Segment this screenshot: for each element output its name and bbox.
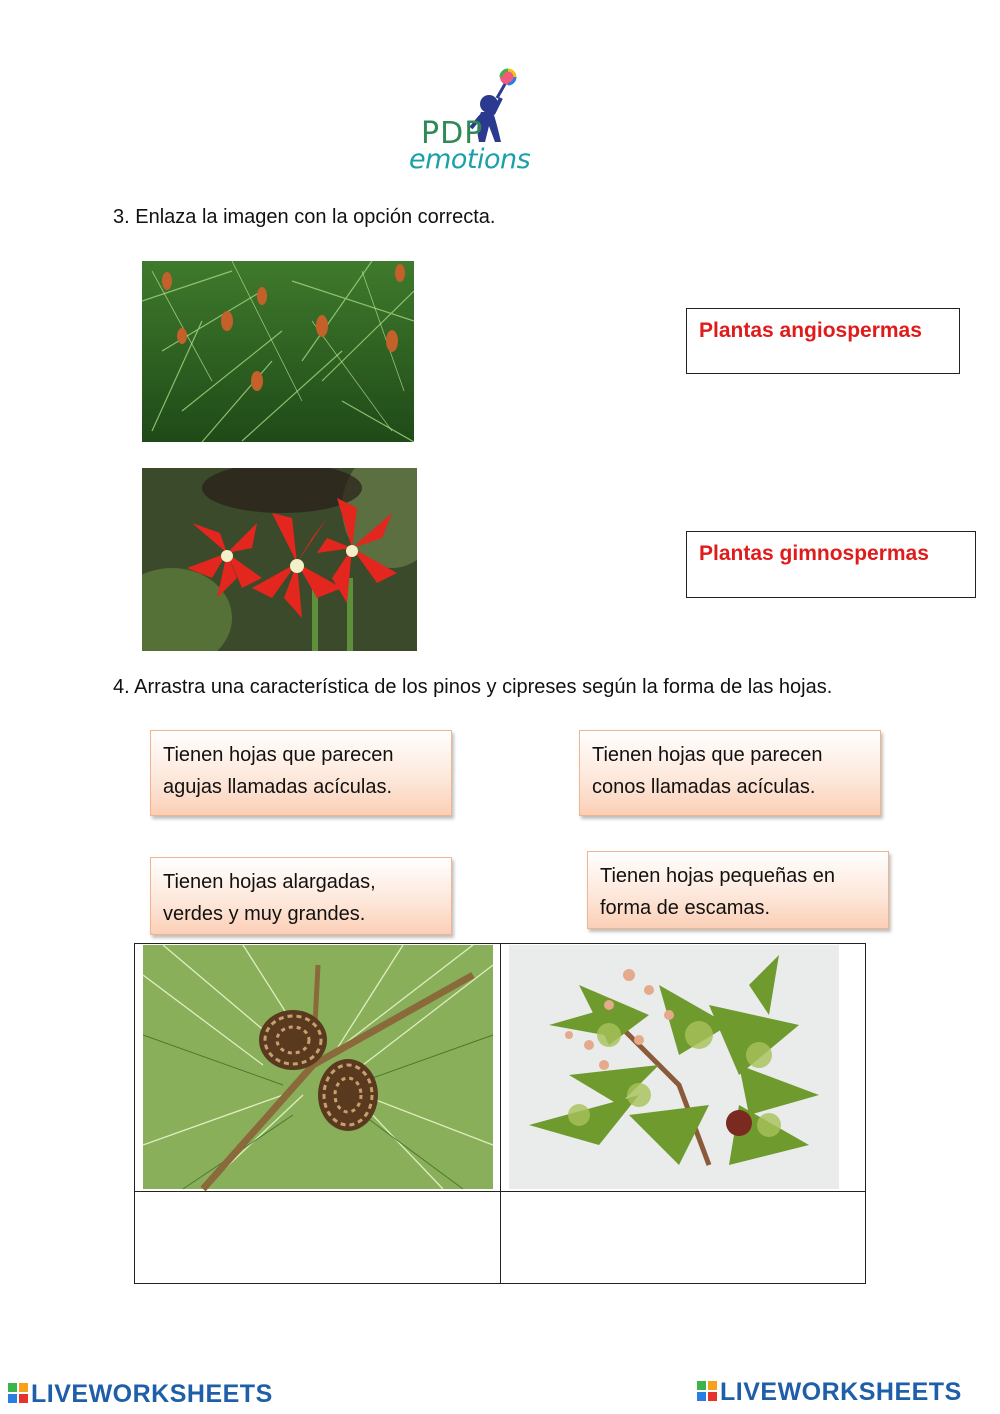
red-amaryllis-photo[interactable] <box>142 468 417 651</box>
match-table <box>134 943 866 1284</box>
pdp-emotions-logo <box>405 64 545 179</box>
drop-zone-pine[interactable] <box>135 1192 501 1284</box>
card-line: Tienen hojas que parecen <box>592 744 823 766</box>
pine-branch-photo[interactable] <box>142 261 414 442</box>
draggable-card-conos[interactable] <box>579 730 881 816</box>
cypress-branch-photo <box>509 945 839 1191</box>
drop-zone-cypress[interactable] <box>500 1192 866 1284</box>
footer-brand-text: LIVEWORKSHEETS <box>31 1380 273 1408</box>
card-line: Tienen hojas alargadas, <box>163 871 376 893</box>
card-line: conos llamadas acículas. <box>592 776 816 798</box>
pine-cones-cell <box>135 944 501 1192</box>
pine-cones-photo <box>143 945 500 1191</box>
question-4-text: 4. Arrastra una característica de los pinos y cipreses según la forma de las hojas. <box>113 676 833 698</box>
card-line: Tienen hojas que parecen <box>163 744 394 766</box>
option-angiospermas[interactable]: Plantas angiospermas <box>686 308 960 374</box>
card-line: forma de escamas. <box>600 897 771 919</box>
footer-brand-right <box>697 1378 962 1407</box>
logo-text-emotions: emotions <box>409 144 531 175</box>
footer-brand-text: LIVEWORKSHEETS <box>720 1378 962 1406</box>
draggable-card-alargadas[interactable] <box>150 857 452 935</box>
liveworksheets-icon <box>697 1381 717 1401</box>
option-gimnospermas[interactable]: Plantas gimnospermas <box>686 531 976 598</box>
footer-brand-left <box>8 1380 273 1409</box>
logo-text-pdp: PDP <box>421 116 484 151</box>
card-line: verdes y muy grandes. <box>163 903 366 925</box>
draggable-card-escamas[interactable] <box>587 851 889 929</box>
liveworksheets-icon <box>8 1383 28 1403</box>
card-line: Tienen hojas pequeñas en <box>600 865 835 887</box>
cypress-cell <box>500 944 866 1192</box>
draggable-card-agujas[interactable] <box>150 730 452 816</box>
card-line: agujas llamadas acículas. <box>163 776 393 798</box>
question-3-text: 3. Enlaza la imagen con la opción correcta. <box>113 206 496 228</box>
